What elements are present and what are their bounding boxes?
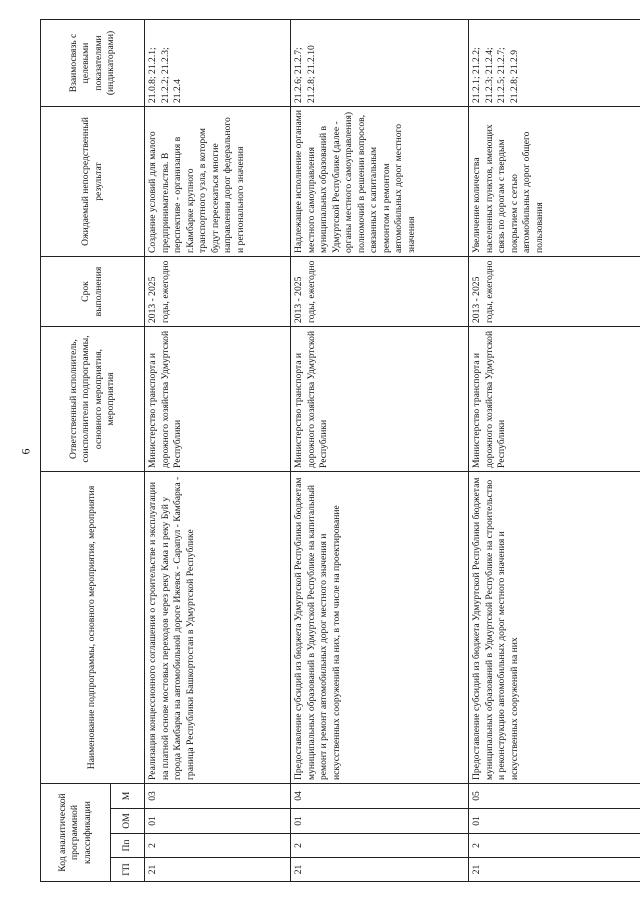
cell-term: 2013 - 2025 годы, ежегодно: [291, 257, 469, 327]
header-term: Срок выполнения: [41, 257, 145, 327]
cell-result: Создание условий для малого предпринимательства. В перспективе - организация в г.Камбарке крупного транспортного узла, в котором будут пересекаться многие направления дорог федерального и регионального значения: [145, 107, 291, 257]
header-code-group: Код аналитической программной классификации: [41, 784, 111, 882]
cell-result: Надлежащее исполнение органами местного самоуправления муниципальных образований в Удмуртской Республике (далее - органы местного самоуправления) полномочий в решении вопросов, связанных с капитальным ремонтом и ремонтом автомобильных дорог местного значения: [291, 107, 469, 257]
cell-executor: Министерство транспорта и дорожного хозяйства Удмуртской Республики: [145, 327, 291, 472]
cell-gp: 21: [469, 858, 640, 882]
header-executor: Ответственный исполнитель, соисполнители подпрограммы, основного мероприятия, мероприятия: [41, 327, 145, 472]
header-indicators: Взаимосвязь с целевыми показателями (индикаторами): [41, 20, 145, 107]
rotated-table-container: [40, 20, 640, 882]
cell-om: 01: [145, 809, 291, 834]
table-row: [469, 20, 640, 882]
cell-indicators: 21.0.8; 21.2.1; 21.2.2; 21.2.3; 21.2.4: [145, 20, 291, 107]
cell-m: 05: [469, 784, 640, 809]
cell-result: Увеличение количества населенных пунктов, имеющих связь по дорогам с твердым покрытием с сетью автомобильных дорог общего пользования: [469, 107, 640, 257]
cell-indicators: 21.2.6; 21.2.7; 21.2.8; 21.2.10: [291, 20, 469, 107]
cell-term: 2013 - 2025 годы, ежегодно: [145, 257, 291, 327]
cell-m: 03: [145, 784, 291, 809]
cell-name: Реализация концессионного соглашения о строительстве и эксплуатации на платной основе мостовых переходов через реку Кама и реку Буй у города Камбарка на автомобильной дороге Ижевск - Сарапул - Камбарка - граница Республики Башкортостан в Удмуртской Республике: [145, 472, 291, 784]
cell-indicators: 21.2.1; 21.2.2; 21.2.3; 21.2.4; 21.2.5; 21.2.7; 21.2.8; 21.2.9: [469, 20, 640, 107]
cell-executor: Министерство транспорта и дорожного хозяйства Удмуртской Республики: [469, 327, 640, 472]
header-gp: ГП: [111, 858, 145, 882]
cell-gp: 21: [145, 858, 291, 882]
header-row-1: [41, 20, 111, 882]
cell-term: 2013 - 2025 годы, ежегодно: [469, 257, 640, 327]
header-result: Ожидаемый непосредственный результат: [41, 107, 145, 257]
cell-m: 04: [291, 784, 469, 809]
header-m: М: [111, 784, 145, 809]
cell-name: Предоставление субсидий из бюджета Удмуртской Республики бюджетам муниципальных образований в Удмуртской Республике на строительство и реконструкцию автомобильных дорог местного значения и искусственных сооружений на них: [469, 472, 640, 784]
cell-pp: 2: [145, 834, 291, 858]
cell-executor: Министерство транспорта и дорожного хозяйства Удмуртской Республики: [291, 327, 469, 472]
header-om: ОМ: [111, 809, 145, 834]
header-pp: Пп: [111, 834, 145, 858]
table-row: [291, 20, 469, 882]
cell-name: Предоставление субсидий из бюджета Удмуртской Республики бюджетам муниципальных образований в Удмуртской Республике на капитальный ремонт и ремонт автомобильных дорог местного значения и искусственных сооружений на них, в том числе на проектирование: [291, 472, 469, 784]
cell-pp: 2: [469, 834, 640, 858]
cell-om: 01: [291, 809, 469, 834]
table-row: [145, 20, 291, 882]
cell-om: 01: [469, 809, 640, 834]
program-measures-table: [40, 19, 640, 882]
header-name: Наименование подпрограммы, основного мероприятия, мероприятия: [41, 472, 145, 784]
cell-pp: 2: [291, 834, 469, 858]
page-number: 6: [18, 448, 33, 455]
cell-gp: 21: [291, 858, 469, 882]
